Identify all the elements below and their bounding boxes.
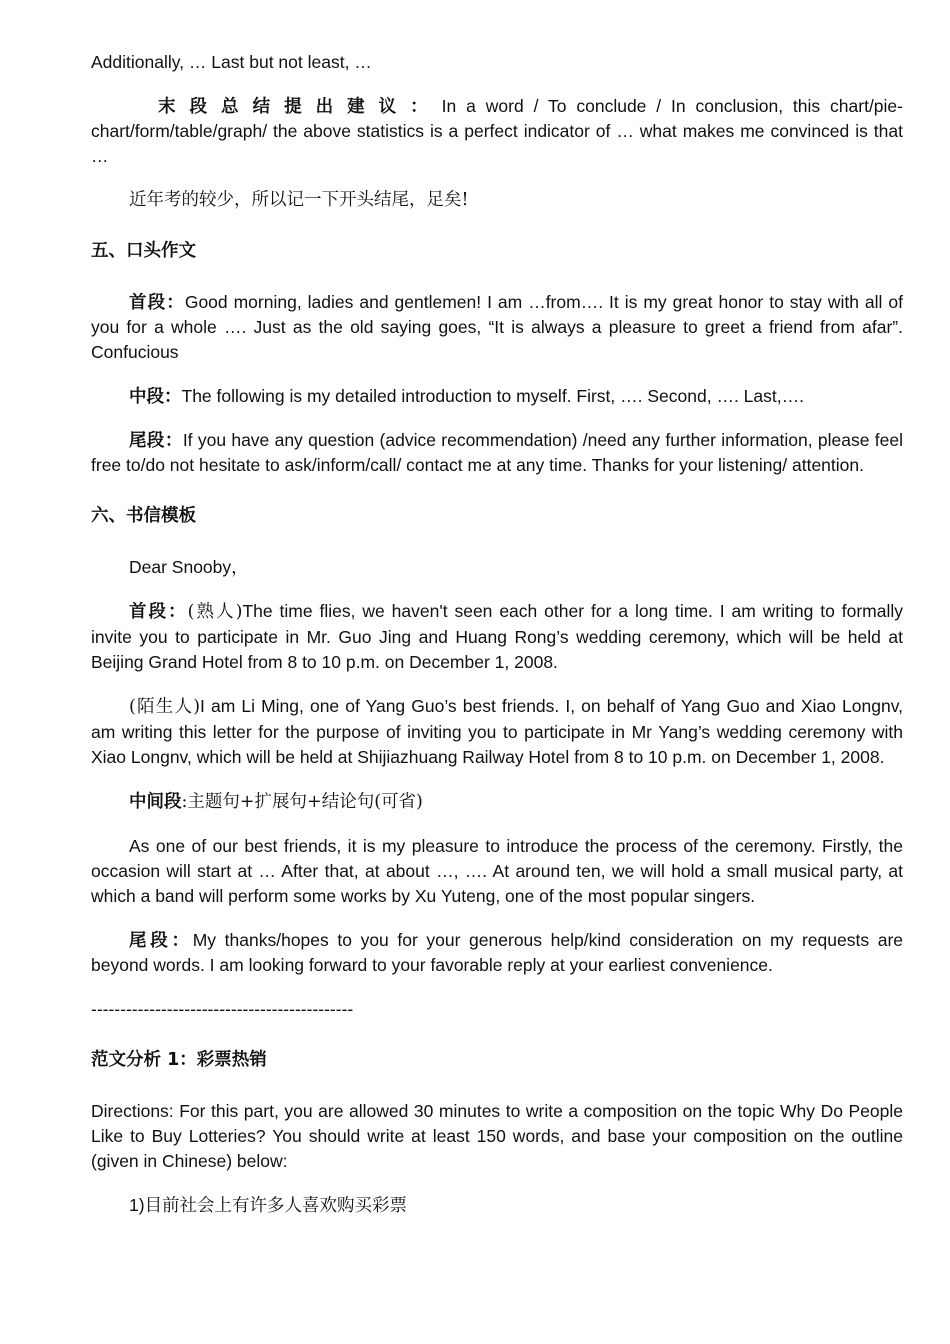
oral-middle-label: 中段： xyxy=(129,386,182,406)
paragraph-note: 近年考的较少，所以记一下开头结尾，足矣! xyxy=(129,190,469,210)
letter-stranger-tag: (陌生人) xyxy=(129,697,201,717)
oral-end-text: If you have any question (advice recommendation) /need any further information, please feel free to/do not hesitate to ask/inform/call/ contact me at any time. Thanks for your listening/ attention. xyxy=(91,430,904,475)
letter-end-label: 尾段： xyxy=(129,930,193,950)
oral-middle-paragraph xyxy=(91,384,903,409)
section-heading-oral: 五、口头作文 xyxy=(91,241,196,261)
conclusion-text: In a word / To conclude / In conclusion, this chart/pie-chart/form/table/graph/ the above statistics is a perfect indicator of … what makes me convinced is that … xyxy=(91,96,903,166)
letter-first-paragraph xyxy=(91,599,903,675)
conclusion-label: 末段总结提出建议： xyxy=(153,96,442,116)
paragraph-additionally: Additionally, … Last but not least, … xyxy=(91,52,372,72)
document-page xyxy=(91,50,903,1219)
letter-middle-label: 中间段 xyxy=(129,791,182,811)
divider-line: --------------------------------------------- xyxy=(91,999,354,1019)
letter-first-tag: (熟人) xyxy=(187,602,243,622)
oral-middle-text: The following is my detailed introduction to myself. First, …. Second, …. Last,…. xyxy=(181,386,804,406)
oral-first-text: Good morning, ladies and gentlemen! I am …from…. It is my great honor to stay with all of you for a whole …. Just as the old saying goes, “It is always a pleasure to greet a friend from afar”. Confucious xyxy=(91,292,904,362)
sample-analysis-title: 范文分析 1：彩票热销 xyxy=(91,1050,267,1070)
letter-end-paragraph xyxy=(91,928,903,978)
letter-first-label: 首段： xyxy=(129,601,188,621)
outline-item-1 xyxy=(91,1193,903,1219)
letter-stranger-paragraph xyxy=(91,694,903,770)
oral-first-label: 首段： xyxy=(129,292,185,312)
letter-first-text: The time flies, we haven't seen each other for a long time. I am writing to formally invite you to participate in Mr. Guo Jing and Huang Rong’s wedding ceremony, which will be held at Beijing Grand Hotel from 8 to 10 p.m. on December 1, 2008. xyxy=(91,601,904,672)
oral-end-paragraph xyxy=(91,428,903,478)
section-heading-letter: 六、书信模板 xyxy=(91,506,196,526)
letter-greeting: Dear Snooby， xyxy=(129,557,249,577)
letter-middle-body: As one of our best friends, it is my pleasure to introduce the process of the ceremony. Firstly, the occasion will start at … After that, at about …, …. At around ten, we will hold a small musical party, at which a band will perform some works by Xu Yuteng, one of the most popular singers. xyxy=(91,836,903,906)
oral-end-label: 尾段： xyxy=(129,430,183,450)
letter-stranger-text: I am Li Ming, one of Yang Guo’s best friends. I, on behalf of Yang Guo and Xiao Longnv, am writing this letter for the purpose of inviting you to participate in Mr Yang’s wedding ceremony with Xiao Longnv, which will be held at Shijiazhuang Railway Hotel from 8 to 10 p.m. on December 1, 2008. xyxy=(91,696,904,767)
letter-end-text: My thanks/hopes to you for your generous help/kind consideration on my requests are beyond words. I am looking forward to your favorable reply at your earliest convenience. xyxy=(91,930,903,975)
letter-middle-structure: :主题句+扩展句+结论句(可省) xyxy=(181,792,423,812)
oral-first-paragraph xyxy=(91,290,903,365)
directions-paragraph: Directions: For this part, you are allowed 30 minutes to write a composition on the topic Why Do People Like to Buy Lotteries? You should write at least 150 words, and base your composition on the outline (given in Chinese) below: xyxy=(91,1101,903,1171)
outline-item-1-text: 目前社会上有许多人喜欢购买彩票 xyxy=(144,1196,408,1216)
letter-middle-heading xyxy=(91,789,903,815)
outline-item-1-number: 1) xyxy=(129,1195,145,1215)
paragraph-conclusion-tips xyxy=(91,94,903,169)
